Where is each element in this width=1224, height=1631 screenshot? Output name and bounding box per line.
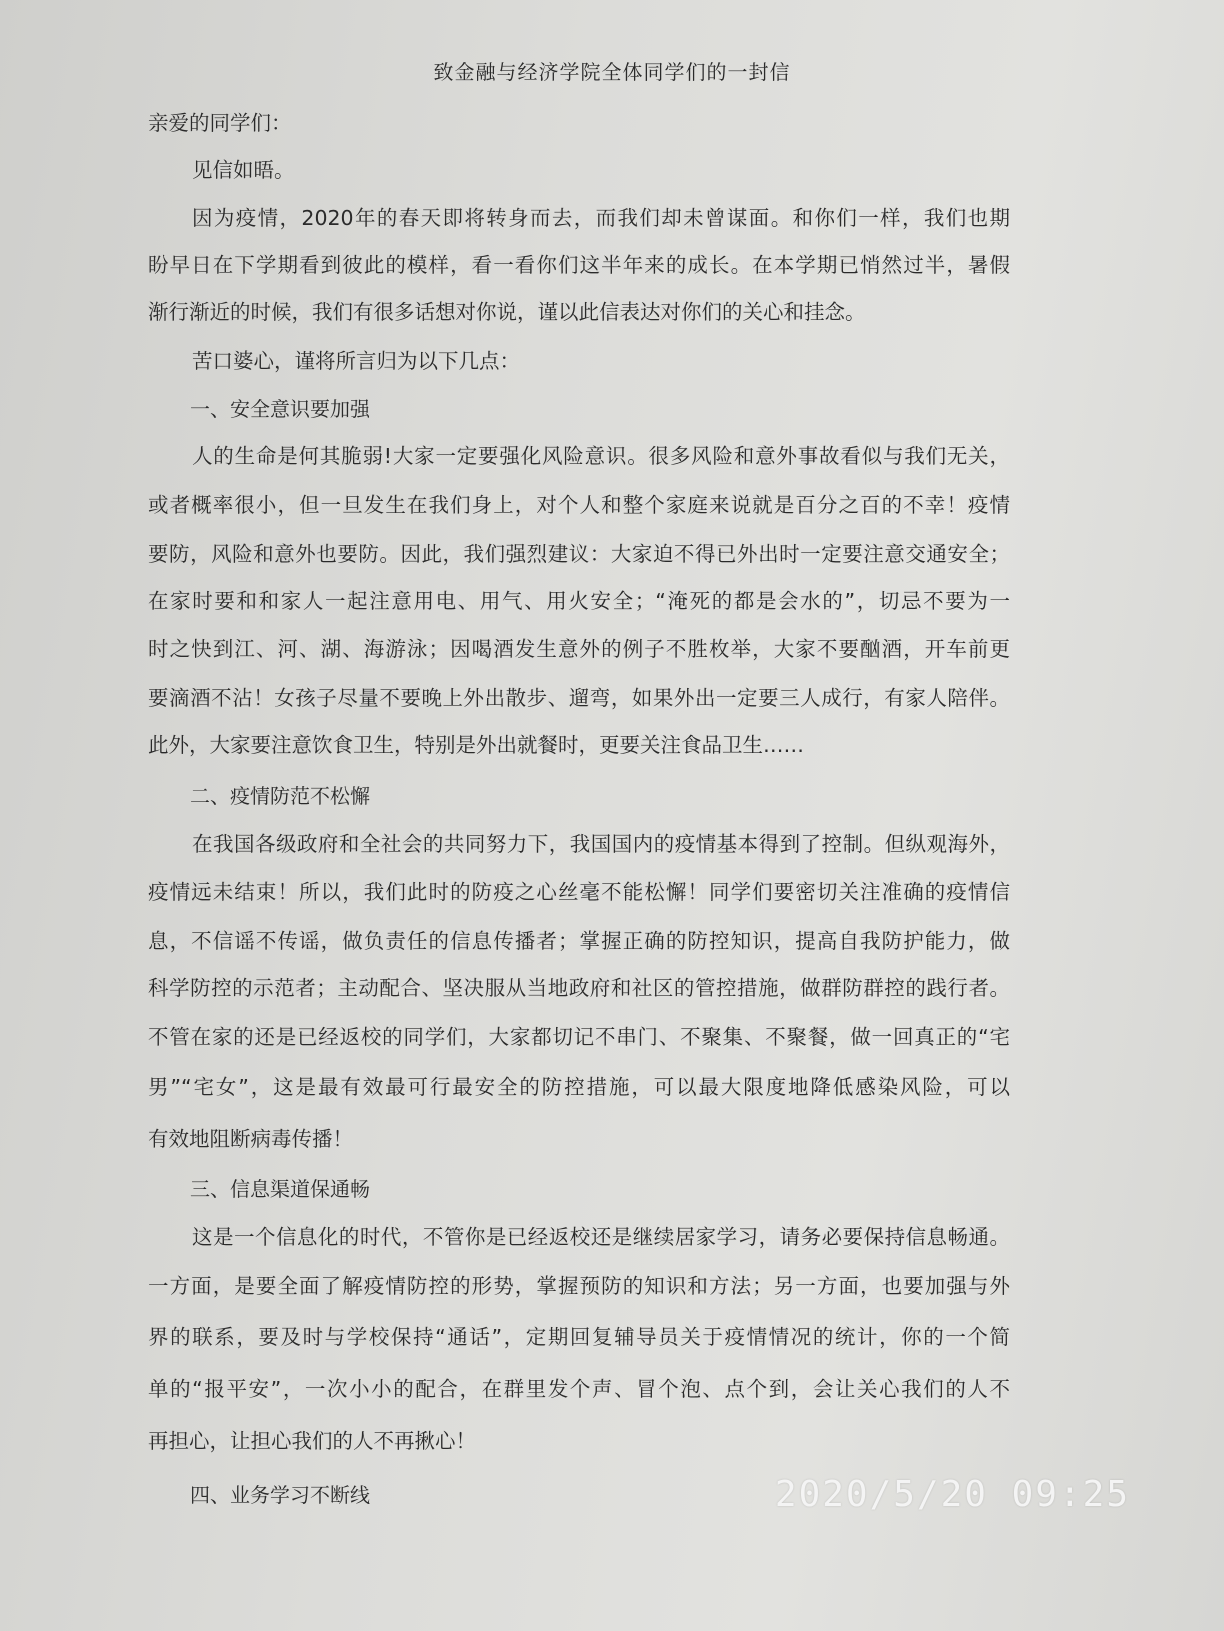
text-line: 因为疫情，2020年的春天即将转身而去，而我们却未曾谋面。和你们一样，我们也期 <box>192 206 1010 230</box>
text-line: 人的生命是何其脆弱!大家一定要强化风险意识。很多风险和意外事故看似与我们无关， <box>192 444 1010 468</box>
text-line: 见信如晤。 <box>192 158 295 182</box>
text-line: 息，不信谣不传谣，做负责任的信息传播者；掌握正确的防控知识，提高自我防护能力，做 <box>148 929 1010 953</box>
text-line: 苦口婆心，谨将所言归为以下几点： <box>192 349 520 373</box>
text-line: 有效地阻断病毒传播！ <box>148 1127 353 1151</box>
letter-title: 致金融与经济学院全体同学们的一封信 <box>433 60 791 84</box>
section-heading: 三、信息渠道保通畅 <box>190 1177 370 1201</box>
text-line: 时之快到江、河、湖、海游泳；因喝酒发生意外的例子不胜枚举，大家不要酗酒，开车前更 <box>148 637 1010 661</box>
text-line: 要滴酒不沾！女孩子尽量不要晚上外出散步、遛弯，如果外出一定要三人成行，有家人陪伴。 <box>148 686 1010 710</box>
text-line: 不管在家的还是已经返校的同学们，大家都切记不串门、不聚集、不聚餐，做一回真正的“宅 <box>148 1025 1010 1049</box>
text-line: 在家时要和和家人一起注意用电、用气、用火安全；“淹死的都是会水的”，切忌不要为一 <box>148 589 1010 613</box>
greeting: 亲爱的同学们： <box>148 111 292 135</box>
text-line: 再担心，让担心我们的人不再揪心！ <box>148 1429 476 1453</box>
text-line: 或者概率很小，但一旦发生在我们身上，对个人和整个家庭来说就是百分之百的不幸！疫情 <box>148 493 1010 517</box>
text-line: 在我国各级政府和全社会的共同努力下，我国国内的疫情基本得到了控制。但纵观海外， <box>192 832 1010 856</box>
text-line: 疫情远未结束！所以，我们此时的防疫之心丝毫不能松懈！同学们要密切关注准确的疫情信 <box>148 880 1010 904</box>
text-line: 一方面，是要全面了解疫情防控的形势，掌握预防的知识和方法；另一方面，也要加强与外 <box>148 1274 1010 1298</box>
text-line: 盼早日在下学期看到彼此的模样，看一看你们这半年来的成长。在本学期已悄然过半，暑假 <box>148 253 1010 277</box>
text-line: 渐行渐近的时候，我们有很多话想对你说，谨以此信表达对你们的关心和挂念。 <box>148 300 866 324</box>
photo-timestamp: 2020/5/20 09:25 <box>774 1474 1130 1515</box>
text-line: 此外，大家要注意饮食卫生，特别是外出就餐时，更要关注食品卫生…… <box>148 733 804 757</box>
section-heading: 四、业务学习不断线 <box>190 1483 370 1507</box>
text-line: 这是一个信息化的时代，不管你是已经返校还是继续居家学习，请务必要保持信息畅通。 <box>192 1225 1010 1249</box>
text-line: 单的“报平安”，一次小小的配合，在群里发个声、冒个泡、点个到，会让关心我们的人不 <box>148 1377 1010 1401</box>
text-line: 科学防控的示范者；主动配合、坚决服从当地政府和社区的管控措施，做群防群控的践行者。 <box>148 976 1010 1000</box>
text-line: 要防，风险和意外也要防。因此，我们强烈建议：大家迫不得已外出时一定要注意交通安全； <box>148 542 1010 566</box>
text-line: 界的联系，要及时与学校保持“通话”，定期回复辅导员关于疫情情况的统计，你的一个简 <box>148 1325 1010 1349</box>
text-line: 男”“宅女”，这是最有效最可行最安全的防控措施，可以最大限度地降低感染风险，可以 <box>148 1075 1010 1099</box>
section-heading: 一、安全意识要加强 <box>190 397 370 421</box>
section-heading: 二、疫情防范不松懈 <box>190 784 370 808</box>
